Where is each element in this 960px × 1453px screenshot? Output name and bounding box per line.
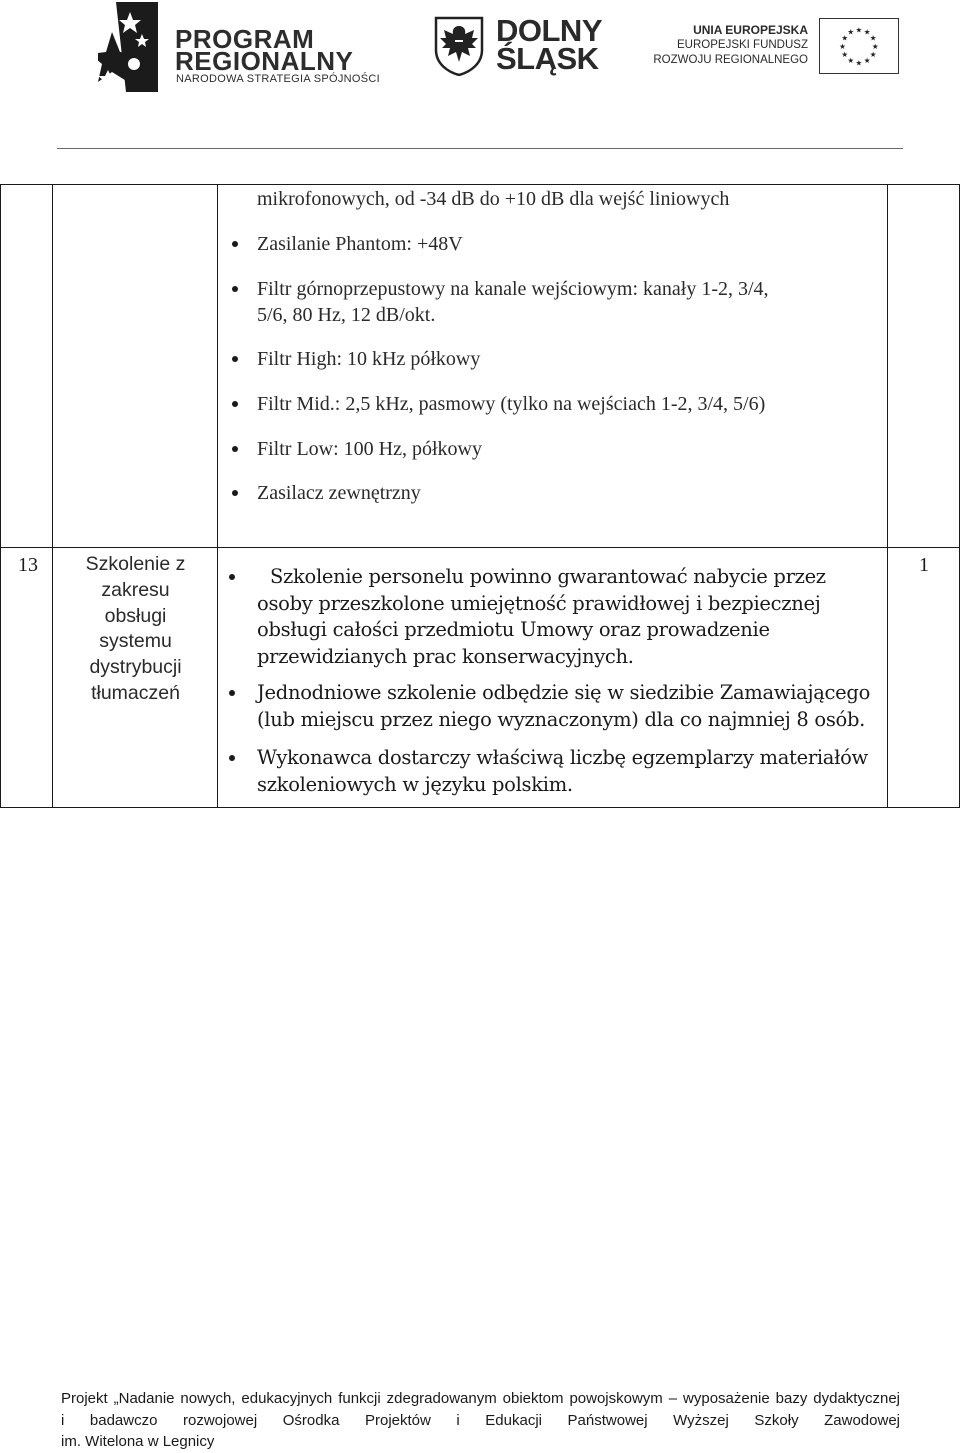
item-name-line: zakresu <box>101 578 170 601</box>
footer-line-1: Projekt „Nadanie nowych, edukacyjnych funkcji zdegradowanym obiektom powojskowym – wyposażenie bazy dydaktycznej <box>61 1390 900 1407</box>
region-logo-line2: ŚLĄSK <box>496 41 599 76</box>
list-item-text: Zasilacz zewnętrzny <box>257 482 421 504</box>
table-bottom-border <box>0 807 960 808</box>
bullet-icon <box>232 356 238 362</box>
eagle-crest-icon <box>434 16 484 76</box>
eu-star-icon: ★ <box>869 33 877 43</box>
table-col-divider-3 <box>887 184 888 808</box>
eu-logo <box>653 18 900 78</box>
footer-line-2: i badawczo rozwojowej Ośrodka Projektów i Edukacji Państwowej Wyższej Szkoły Zawodowej <box>61 1411 900 1429</box>
eu-logo-line3: ROZWOJU REGIONALNEGO <box>653 54 808 66</box>
list-item-text: Filtr górnoprzepustowy na kanale wejściowym: kanały 1-2, 3/4, <box>257 278 769 300</box>
list-item-text: 5/6, 80 Hz, 12 dB/okt. <box>257 304 436 326</box>
dolny-slask-logo <box>434 13 604 78</box>
table-col-divider-2 <box>217 184 218 808</box>
requirement-text: Szkolenie personelu powinno gwarantować nabycie przez osoby przeszkolone umiejętność prawidłowej i bezpiecznej obsługi całości przedmiotu Umowy oraz prowadzenie przewidzianych prac konserwacyjnych. <box>257 565 826 668</box>
list-item-text: Filtr Mid.: 2,5 kHz, pasmowy (tylko na wejściach 1-2, 3/4, 5/6) <box>257 393 766 415</box>
bullet-icon <box>229 755 235 761</box>
eu-star-icon: ★ <box>847 56 855 66</box>
item-name-line: systemu <box>99 630 172 653</box>
eu-star-icon: ★ <box>863 27 871 37</box>
region-logo-line1: DOLNY <box>496 13 602 48</box>
bullet-icon <box>232 401 238 407</box>
row-number: 13 <box>18 554 38 576</box>
eu-flag-icon <box>819 18 899 74</box>
program-logo-line1: PROGRAM <box>175 24 315 54</box>
eu-logo-text <box>653 23 808 68</box>
bullet-icon <box>232 490 238 496</box>
eu-star-icon: ★ <box>847 27 855 37</box>
list-item-text: Zasilanie Phantom: +48V <box>257 233 463 255</box>
project-footer <box>61 1388 900 1453</box>
eu-logo-line2: EUROPEJSKI FUNDUSZ <box>677 39 808 51</box>
eu-star-icon: ★ <box>841 33 849 43</box>
program-regionalny-emblem-icon <box>98 2 158 92</box>
bullet-icon <box>232 286 238 292</box>
table-top-border <box>0 184 960 185</box>
list-item-text: mikrofonowych, od -34 dB do +10 dB dla wejść liniowych <box>257 188 730 210</box>
list-item-text: Filtr High: 10 kHz półkowy <box>257 348 481 370</box>
bullet-icon <box>229 574 235 580</box>
header-divider <box>57 148 903 149</box>
bullet-icon <box>232 446 238 452</box>
bullet-icon <box>232 241 238 247</box>
item-name-line: dystrybucji <box>89 656 182 679</box>
table-row-separator <box>0 547 960 548</box>
program-logo-line2: REGIONALNY <box>175 46 354 76</box>
eu-star-icon: ★ <box>863 56 871 66</box>
program-logo-line3: NARODOWA STRATEGIA SPÓJNOŚCI <box>176 73 380 85</box>
eu-star-icon: ★ <box>855 58 863 68</box>
table-left-border <box>0 184 1 808</box>
list-item-text: Filtr Low: 100 Hz, półkowy <box>257 438 482 460</box>
bullet-icon <box>229 690 235 696</box>
eu-star-icon: ★ <box>869 50 877 60</box>
requirement-text: Jednodniowe szkolenie odbędzie się w siedzibie Zamawiającego (lub miejscu przez niego wyznaczonym) dla co najmniej 8 osób. <box>257 681 871 731</box>
item-name-line: tłumaczeń <box>91 681 180 704</box>
item-name <box>55 552 216 707</box>
item-name-line: obsługi <box>104 604 167 627</box>
eu-star-icon: ★ <box>841 50 849 60</box>
footer-line-3: im. Witelona w Legnicy <box>61 1433 215 1450</box>
eu-star-icon: ★ <box>871 41 879 51</box>
program-regionalny-logo <box>98 2 380 92</box>
table-col-divider-1 <box>52 184 53 808</box>
eu-star-icon: ★ <box>855 25 863 35</box>
eu-logo-line1: UNIA EUROPEJSKA <box>693 23 808 37</box>
item-name-line: Szkolenie z <box>85 553 186 575</box>
item-quantity: 1 <box>919 554 929 576</box>
eu-star-icon: ★ <box>839 41 847 51</box>
requirement-text: Wykonawca dostarczy właściwą liczbę egzemplarzy materiałów szkoleniowych w języku polskim. <box>257 746 868 796</box>
